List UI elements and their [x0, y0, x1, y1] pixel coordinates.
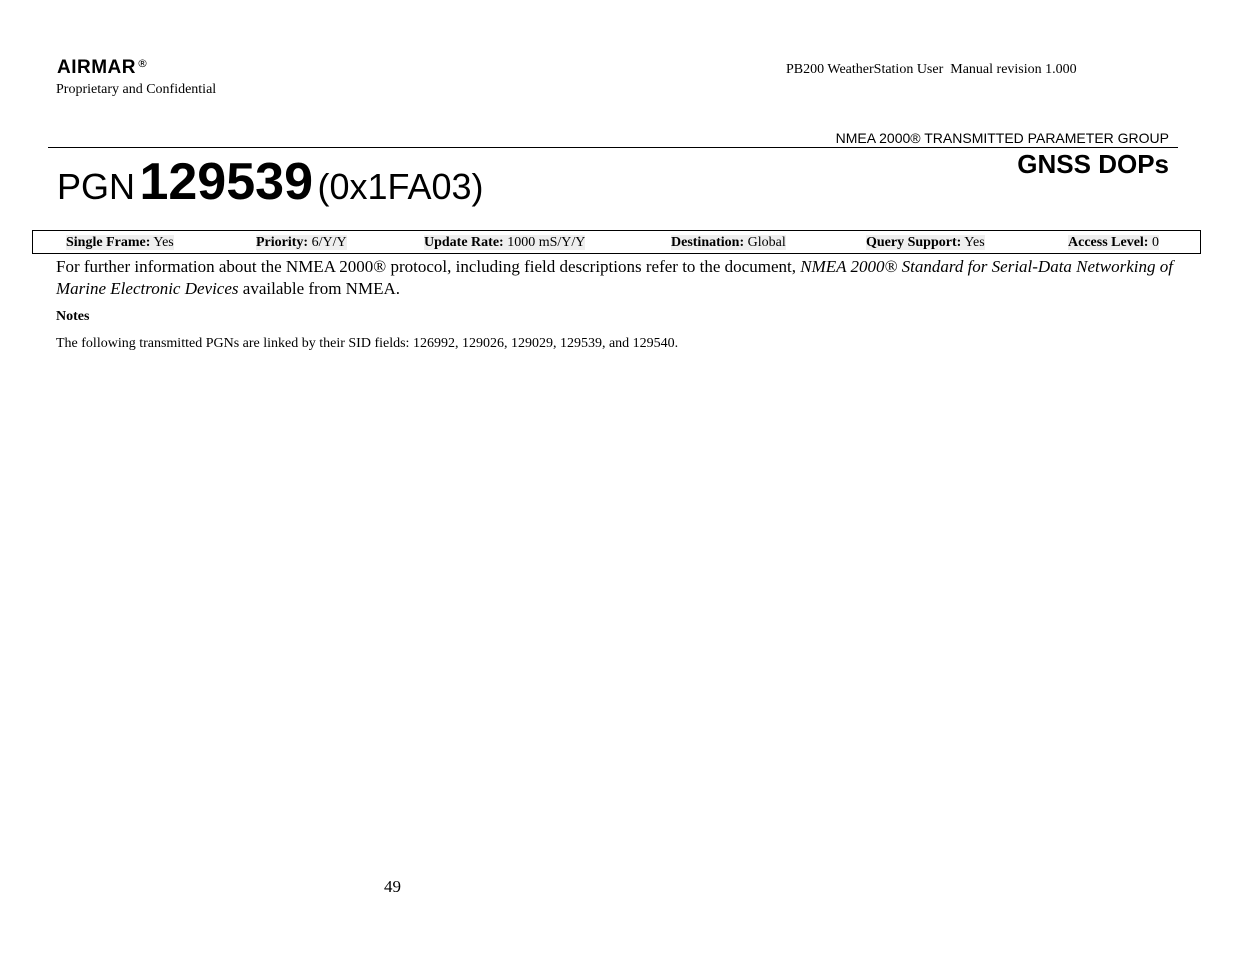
info-value: Yes	[964, 235, 985, 250]
info-destination	[671, 235, 786, 250]
info-label: Update Rate:	[424, 235, 504, 250]
info-label: Priority:	[256, 235, 309, 250]
pgn-name: GNSS DOPs	[1017, 149, 1169, 179]
confidential-notice: Proprietary and Confidential	[56, 82, 217, 97]
info-label: Destination:	[671, 235, 745, 250]
info-label: Query Support:	[866, 235, 962, 250]
page-number: 49	[384, 877, 401, 896]
brand-name: AIRMAR	[57, 57, 136, 78]
header-divider	[48, 147, 1178, 148]
nmea-reference-paragraph	[56, 256, 1186, 300]
pgn-info-bar	[32, 230, 1201, 254]
pgn-prefix: PGN	[57, 166, 136, 207]
pgn-group-label: NMEA 2000® TRANSMITTED PARAMETER GROUP	[835, 130, 1169, 146]
info-label: Single Frame:	[66, 235, 151, 250]
notes-text: The following transmitted PGNs are linked by their SID fields: 126992, 129026, 129029, 129539, and 129540.	[56, 336, 679, 351]
info-query-support	[866, 235, 985, 250]
info-single-frame	[66, 235, 174, 250]
info-value: 1000 mS/Y/Y	[507, 235, 586, 250]
para-document-title: NMEA 2000® Standard for Serial-Data Networking of Marine Electronic Devices	[56, 257, 1173, 298]
para-start: For further information about the NMEA 2000® protocol, including field descriptions refer to the document,	[56, 257, 801, 276]
info-value: Yes	[153, 235, 174, 250]
pgn-title	[57, 153, 484, 211]
info-access-level	[1068, 235, 1159, 250]
notes-heading: Notes	[56, 309, 90, 324]
pgn-hex: (0x1FA03)	[317, 166, 484, 207]
para-end: available from NMEA.	[238, 279, 400, 298]
info-update-rate	[424, 235, 585, 250]
info-value: 0	[1151, 235, 1159, 250]
info-label: Access Level:	[1068, 235, 1149, 250]
info-priority	[256, 235, 347, 250]
manual-title: PB200 WeatherStation User Manual revision 1.000	[786, 62, 1077, 77]
airmar-logo	[57, 57, 149, 79]
info-value: Global	[747, 235, 786, 250]
info-value: 6/Y/Y	[311, 235, 347, 250]
pgn-number: 129539	[139, 153, 313, 211]
registered-mark: ®	[137, 57, 149, 70]
